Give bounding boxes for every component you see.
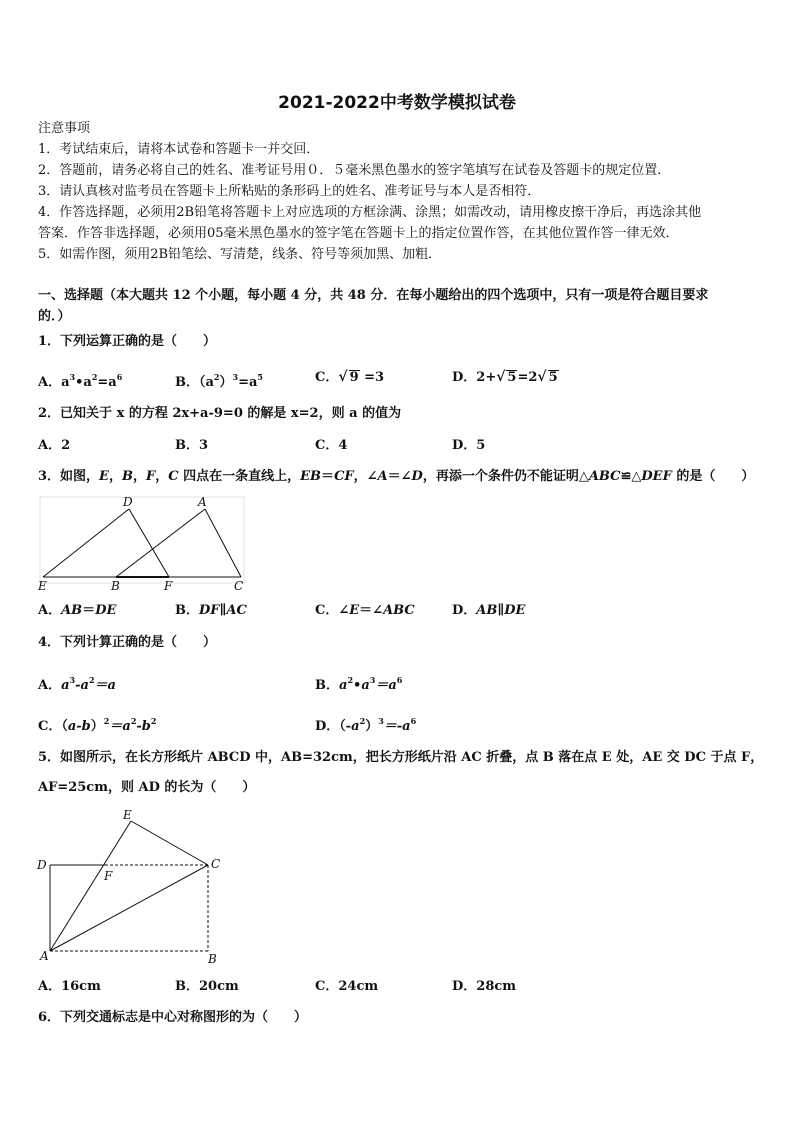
- q5-option-a: A．16cm: [38, 979, 101, 994]
- q3-line-ac: [205, 509, 241, 577]
- q2-option-a: A．2: [38, 438, 71, 453]
- q3-line-ed: [43, 509, 129, 577]
- q4-option-c: C．$(a-b)^2=a^2-b^2$: [38, 716, 157, 734]
- q2-option-d: D．5: [452, 438, 486, 453]
- notice-item-3: 3．请认真核对监考员在答题卡上所粘贴的条形码上的姓名、准考证号与本人是否相符．: [38, 184, 541, 199]
- notice-item-2: 2．答题前，请务必将自己的姓名、准考证号用０．５毫米黑色墨水的签字笔填写在试卷及答题卡的规定位置．: [38, 163, 671, 178]
- q5-stem-2: AF=25cm，则 AD 的长为（ ）: [38, 780, 256, 795]
- q1-option-b: B．$(a^2)^3=a^5$: [175, 372, 263, 390]
- q5-option-b: B．20cm: [175, 979, 239, 994]
- q5-label-e: E: [123, 808, 132, 822]
- q4-option-b: B．$a^2•a^3=a^6$: [315, 675, 403, 693]
- q3-figure: [36, 493, 248, 593]
- q5-label-b: B: [208, 952, 217, 965]
- notice-item-4-cont: 答案．作答非选择题，必须用05毫米黑色墨水的签字笔在答题卡上的指定位置作答，在其他位置作答一律无效．: [38, 226, 679, 241]
- q5-label-f: F: [104, 869, 113, 883]
- q5-option-d: D．28cm: [452, 979, 517, 994]
- q3-option-b: B．DF∥AC: [175, 603, 247, 618]
- q3-option-c: C．∠E＝∠ABC: [315, 603, 415, 618]
- q1-option-d: D．2+√ 5=2√ 5: [452, 369, 558, 385]
- q4-option-a: A．$a^3-a^2=a$: [38, 675, 116, 693]
- q5-label-c: C: [211, 857, 221, 871]
- q5-label-a: A: [40, 949, 49, 963]
- notice-item-4: 4．作答选择题，必须用2B铅笔将答题卡上对应选项的方框涂满、涂黑；如需改动，请用橡皮擦干净后，再选涂其他: [38, 205, 702, 220]
- page-title: 2021-2022中考数学模拟试卷: [278, 93, 516, 113]
- notice-item-5: 5．如需作图，须用2B铅笔绘、写清楚，线条、符号等须加黑、加粗．: [38, 247, 442, 262]
- q4-option-d: D．$(-a^2)^3=-a^6$: [315, 716, 417, 734]
- q3-option-d: D．AB∥DE: [452, 603, 526, 618]
- section-heading: 一、选择题（本大题共 12 个小题，每小题 4 分，共 48 分．在每小题给出的四个选项中，只有一项是符合题目要求: [38, 288, 709, 303]
- notice-item-1: 1．考试结束后，请将本试卷和答题卡一并交回．: [38, 142, 320, 157]
- q5-figure: [34, 805, 229, 965]
- q5-line-ec: [131, 821, 208, 865]
- q3-label-d: D: [123, 495, 133, 509]
- q3-label-f: F: [164, 579, 173, 593]
- q3-stem: 3．如图，E，B，F，C 四点在一条直线上，EB＝CF，∠A＝∠D，再添一个条件仍不能证明△ABC≌△DEF 的是（ ）: [38, 469, 755, 484]
- section-heading-cont: 的．）: [38, 309, 71, 324]
- q5-stem-1: 5．如图所示，在长方形纸片 ABCD 中，AB=32cm，把长方形纸片沿 AC 折叠，点 B 落在点 E 处，AE 交 DC 于点 F，: [38, 750, 764, 765]
- q1-option-a: A．$a^3•a^2=a^6$: [38, 372, 123, 390]
- q4-stem: 4．下列计算正确的是（ ）: [38, 635, 217, 650]
- q3-line-ba: [116, 509, 205, 577]
- q3-label-b: B: [111, 579, 120, 593]
- q2-option-c: C．4: [315, 438, 348, 453]
- q3-line-df: [129, 509, 169, 577]
- q5-option-c: C．24cm: [315, 979, 379, 994]
- q3-label-a: A: [198, 495, 207, 509]
- q3-label-e: E: [38, 579, 47, 593]
- q5-line-ac: [50, 865, 208, 951]
- q3-label-c: C: [234, 579, 244, 593]
- q3-figure-frame: [40, 497, 244, 583]
- notice-heading: 注意事项: [38, 121, 91, 136]
- q2-option-b: B．3: [175, 438, 209, 453]
- q3-option-a: A．AB＝DE: [38, 603, 117, 618]
- q1-stem: 1．下列运算正确的是（ ）: [38, 334, 217, 349]
- q1-option-c: C．√ 9 =3: [315, 369, 385, 385]
- q2-stem: 2．已知关于 x 的方程 2x+a-9=0 的解是 x=2，则 a 的值为: [38, 406, 402, 421]
- q5-label-d: D: [37, 858, 47, 872]
- q6-stem: 6．下列交通标志是中心对称图形的为（ ）: [38, 1010, 308, 1025]
- q5-line-ae: [50, 821, 131, 951]
